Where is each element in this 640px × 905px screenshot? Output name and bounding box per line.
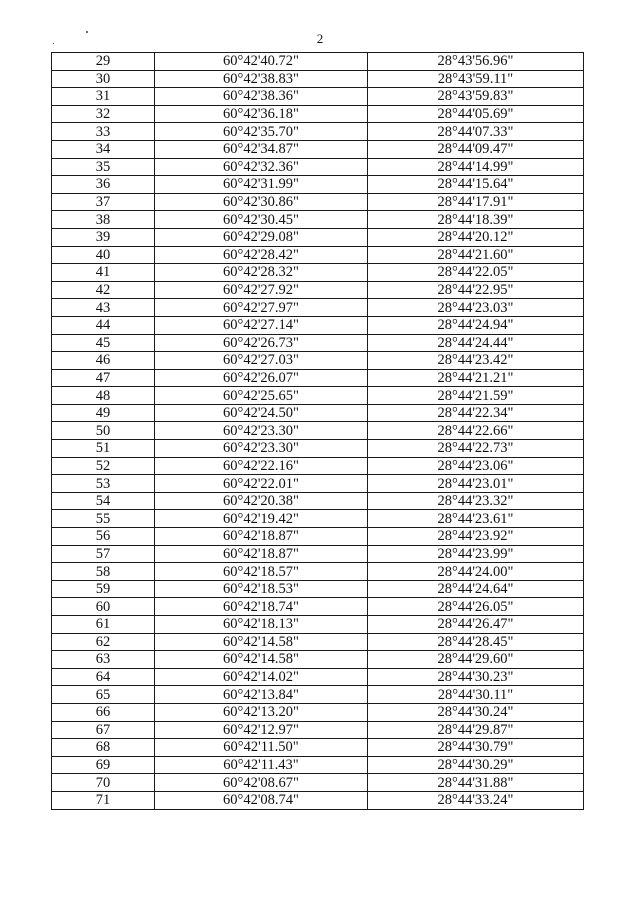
latitude-cell: 60°42'08.67" [155,774,368,792]
table-row [52,545,584,563]
latitude-cell: 60°42'23.30" [155,422,368,440]
longitude-cell: 28°44'20.12" [368,228,584,246]
table-row [52,105,584,123]
table-row [52,299,584,317]
point-number-cell: 40 [52,246,155,264]
point-number-cell: 65 [52,686,155,704]
latitude-cell: 60°42'26.07" [155,369,368,387]
point-number-cell: 50 [52,422,155,440]
longitude-cell: 28°44'29.87" [368,721,584,739]
longitude-cell: 28°44'23.32" [368,492,584,510]
latitude-cell: 60°42'14.58" [155,651,368,669]
latitude-cell: 60°42'18.87" [155,545,368,563]
point-number-cell: 43 [52,299,155,317]
table-row [52,457,584,475]
point-number-cell: 68 [52,739,155,757]
longitude-cell: 28°44'22.95" [368,281,584,299]
latitude-cell: 60°42'18.57" [155,563,368,581]
point-number-cell: 37 [52,193,155,211]
table-row [52,721,584,739]
table-row [52,246,584,264]
point-number-cell: 30 [52,70,155,88]
point-number-cell: 39 [52,228,155,246]
longitude-cell: 28°43'59.83" [368,88,584,106]
table-row [52,492,584,510]
table-row [52,352,584,370]
longitude-cell: 28°44'30.23" [368,668,584,686]
table-row [52,228,584,246]
latitude-cell: 60°42'35.70" [155,123,368,141]
longitude-cell: 28°44'24.64" [368,580,584,598]
table-row [52,563,584,581]
point-number-cell: 61 [52,616,155,634]
table-row [52,739,584,757]
longitude-cell: 28°44'26.47" [368,616,584,634]
point-number-cell: 59 [52,580,155,598]
longitude-cell: 28°44'29.60" [368,651,584,669]
point-number-cell: 62 [52,633,155,651]
latitude-cell: 60°42'14.58" [155,633,368,651]
table-row [52,88,584,106]
latitude-cell: 60°42'18.13" [155,616,368,634]
point-number-cell: 54 [52,492,155,510]
point-number-cell: 32 [52,105,155,123]
table-row [52,598,584,616]
latitude-cell: 60°42'22.01" [155,475,368,493]
latitude-cell: 60°42'22.16" [155,457,368,475]
longitude-cell: 28°44'21.59" [368,387,584,405]
longitude-cell: 28°44'24.94" [368,316,584,334]
latitude-cell: 60°42'30.86" [155,193,368,211]
table-row [52,387,584,405]
latitude-cell: 60°42'27.14" [155,316,368,334]
point-number-cell: 53 [52,475,155,493]
latitude-cell: 60°42'13.20" [155,703,368,721]
latitude-cell: 60°42'40.72" [155,53,368,71]
longitude-cell: 28°43'59.11" [368,70,584,88]
latitude-cell: 60°42'26.73" [155,334,368,352]
point-number-cell: 35 [52,158,155,176]
point-number-cell: 49 [52,404,155,422]
table-row [52,528,584,546]
latitude-cell: 60°42'28.32" [155,264,368,282]
table-row [52,158,584,176]
table-row [52,140,584,158]
point-number-cell: 38 [52,211,155,229]
longitude-cell: 28°44'30.24" [368,703,584,721]
point-number-cell: 69 [52,756,155,774]
point-number-cell: 42 [52,281,155,299]
point-number-cell: 51 [52,440,155,458]
longitude-cell: 28°44'22.05" [368,264,584,282]
latitude-cell: 60°42'28.42" [155,246,368,264]
longitude-cell: 28°44'18.39" [368,211,584,229]
point-number-cell: 56 [52,528,155,546]
table-row [52,580,584,598]
point-number-cell: 52 [52,457,155,475]
point-number-cell: 44 [52,316,155,334]
point-number-cell: 33 [52,123,155,141]
latitude-cell: 60°42'34.87" [155,140,368,158]
point-number-cell: 63 [52,651,155,669]
table-row [52,53,584,71]
table-row [52,791,584,809]
longitude-cell: 28°44'30.29" [368,756,584,774]
table-row [52,211,584,229]
latitude-cell: 60°42'27.97" [155,299,368,317]
latitude-cell: 60°42'11.50" [155,739,368,757]
latitude-cell: 60°42'38.36" [155,88,368,106]
table-row [52,616,584,634]
table-row [52,316,584,334]
coordinates-table-body [52,53,584,810]
point-number-cell: 71 [52,791,155,809]
latitude-cell: 60°42'18.74" [155,598,368,616]
latitude-cell: 60°42'14.02" [155,668,368,686]
table-row [52,703,584,721]
latitude-cell: 60°42'27.03" [155,352,368,370]
latitude-cell: 60°42'08.74" [155,791,368,809]
table-row [52,686,584,704]
point-number-cell: 36 [52,176,155,194]
longitude-cell: 28°44'22.34" [368,404,584,422]
table-row [52,369,584,387]
longitude-cell: 28°43'56.96" [368,53,584,71]
longitude-cell: 28°44'09.47" [368,140,584,158]
point-number-cell: 31 [52,88,155,106]
point-number-cell: 47 [52,369,155,387]
latitude-cell: 60°42'12.97" [155,721,368,739]
latitude-cell: 60°42'24.50" [155,404,368,422]
point-number-cell: 57 [52,545,155,563]
point-number-cell: 70 [52,774,155,792]
point-number-cell: 58 [52,563,155,581]
longitude-cell: 28°44'14.99" [368,158,584,176]
longitude-cell: 28°44'30.79" [368,739,584,757]
longitude-cell: 28°44'23.01" [368,475,584,493]
table-row [52,633,584,651]
table-row [52,123,584,141]
latitude-cell: 60°42'38.83" [155,70,368,88]
longitude-cell: 28°44'21.21" [368,369,584,387]
point-number-cell: 64 [52,668,155,686]
table-row [52,475,584,493]
point-number-cell: 48 [52,387,155,405]
point-number-cell: 66 [52,703,155,721]
latitude-cell: 60°42'30.45" [155,211,368,229]
longitude-cell: 28°44'05.69" [368,105,584,123]
table-row [52,334,584,352]
table-row [52,404,584,422]
latitude-cell: 60°42'32.36" [155,158,368,176]
point-number-cell: 34 [52,140,155,158]
longitude-cell: 28°44'17.91" [368,193,584,211]
longitude-cell: 28°44'21.60" [368,246,584,264]
latitude-cell: 60°42'20.38" [155,492,368,510]
point-number-cell: 46 [52,352,155,370]
point-number-cell: 41 [52,264,155,282]
longitude-cell: 28°44'30.11" [368,686,584,704]
point-number-cell: 29 [52,53,155,71]
table-row [52,281,584,299]
longitude-cell: 28°44'23.03" [368,299,584,317]
longitude-cell: 28°44'07.33" [368,123,584,141]
longitude-cell: 28°44'28.45" [368,633,584,651]
point-number-cell: 55 [52,510,155,528]
latitude-cell: 60°42'29.08" [155,228,368,246]
longitude-cell: 28°44'33.24" [368,791,584,809]
table-row [52,70,584,88]
latitude-cell: 60°42'27.92" [155,281,368,299]
longitude-cell: 28°44'31.88" [368,774,584,792]
longitude-cell: 28°44'26.05" [368,598,584,616]
table-row [52,422,584,440]
longitude-cell: 28°44'23.92" [368,528,584,546]
table-row [52,510,584,528]
table-row [52,756,584,774]
coordinates-table [51,52,584,810]
table-row [52,176,584,194]
latitude-cell: 60°42'11.43" [155,756,368,774]
latitude-cell: 60°42'18.53" [155,580,368,598]
longitude-cell: 28°44'23.42" [368,352,584,370]
point-number-cell: 60 [52,598,155,616]
latitude-cell: 60°42'36.18" [155,105,368,123]
longitude-cell: 28°44'23.99" [368,545,584,563]
table-row [52,440,584,458]
point-number-cell: 67 [52,721,155,739]
table-row [52,774,584,792]
latitude-cell: 60°42'31.99" [155,176,368,194]
longitude-cell: 28°44'23.61" [368,510,584,528]
latitude-cell: 60°42'18.87" [155,528,368,546]
latitude-cell: 60°42'19.42" [155,510,368,528]
longitude-cell: 28°44'22.73" [368,440,584,458]
latitude-cell: 60°42'23.30" [155,440,368,458]
table-row [52,668,584,686]
longitude-cell: 28°44'23.06" [368,457,584,475]
page-number: 2 [316,31,324,46]
latitude-cell: 60°42'25.65" [155,387,368,405]
longitude-cell: 28°44'22.66" [368,422,584,440]
point-number-cell: 45 [52,334,155,352]
longitude-cell: 28°44'24.44" [368,334,584,352]
longitude-cell: 28°44'15.64" [368,176,584,194]
table-row [52,264,584,282]
table-row [52,193,584,211]
longitude-cell: 28°44'24.00" [368,563,584,581]
table-row [52,651,584,669]
latitude-cell: 60°42'13.84" [155,686,368,704]
